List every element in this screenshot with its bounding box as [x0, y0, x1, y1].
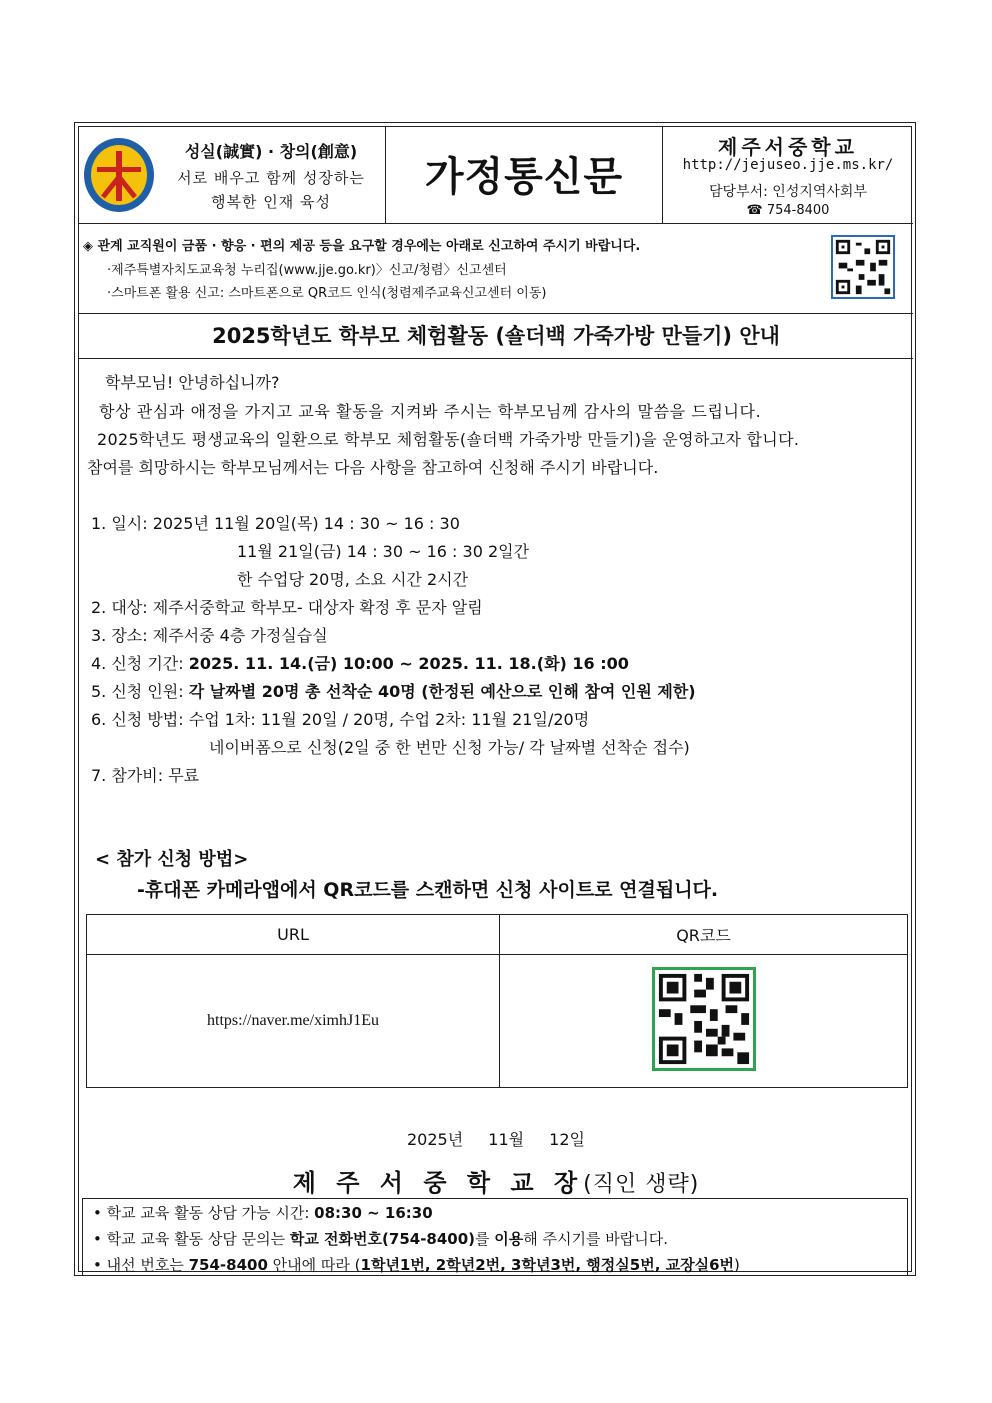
item-schedule-day1: 1. 일시: 2025년 11월 20일(목) 14 : 30 ~ 16 : 30: [91, 514, 460, 533]
item-application-period-label: 4. 신청 기간:: [91, 654, 189, 673]
footer-line-2-text-3: 해 주시기를 바랍니다.: [523, 1230, 668, 1248]
footer-line-3-extensions: 1학년1번, 2학년2번, 3학년3번, 행정실5번, 교장실6번: [360, 1256, 735, 1274]
issue-date: 2025년 11월 12일: [407, 1130, 585, 1149]
item-application-method-detail: 네이버폼으로 신청(2일 중 한 번만 신청 가능/ 각 날짜별 선착순 접수): [209, 738, 690, 757]
url-column-header: URL: [87, 915, 500, 955]
footer-line-1-hours: 08:30 ~ 16:30: [314, 1204, 433, 1222]
item-application-count-value: 각 날짜별 20명 총 선착순 40명 (한정된 예산으로 인해 참여 인원 제한): [188, 682, 696, 701]
principal-name: 제 주 서 중 학 교 장: [292, 1169, 584, 1197]
footer-line-2-phone: 학교 전화번호(754-8400): [289, 1230, 476, 1248]
footer-line-3-close: ): [734, 1256, 740, 1274]
footer-line-2-use: 이용: [494, 1230, 524, 1248]
item-application-count: [91, 679, 696, 702]
application-qr-code-icon[interactable]: [652, 967, 756, 1071]
motto-line-3: 행복한 인재 육성: [211, 193, 331, 211]
application-url-link[interactable]: https://naver.me/ximhJ1Eu: [87, 955, 500, 1088]
item-fee: 7. 참가비: 무료: [91, 766, 200, 785]
method-title: < 참가 신청 방법>: [95, 849, 249, 870]
footer-box: [82, 1198, 908, 1276]
seal-omitted-note: (직인 생략): [583, 1172, 700, 1197]
intro-line-1: 항상 관심과 애정을 가지고 교육 활동을 지켜봐 주시는 학부모님께 감사의 말씀을 드립니다.: [99, 402, 762, 421]
method-description: -휴대폰 카메라앱에서 QR코드를 스캔하면 신청 사이트로 연결됩니다.: [137, 879, 719, 901]
item-schedule-capacity: 한 수업당 20명, 소요 시간 2시간: [237, 570, 469, 589]
application-table: [86, 914, 908, 1088]
footer-line-2: [93, 1228, 668, 1249]
application-qr-cell: [500, 955, 908, 1088]
footer-line-3: [93, 1254, 740, 1275]
school-url-link[interactable]: http://jejuseo.jje.ms.kr/: [682, 157, 894, 173]
footer-line-2-text: • 학교 교육 활동 상담 문의는: [93, 1230, 290, 1248]
footer-line-3-number: 754-8400: [188, 1256, 268, 1274]
report-qr-code-icon[interactable]: [831, 235, 895, 299]
newsletter-title-cell: [386, 127, 663, 223]
document-frame: [74, 122, 916, 1276]
footer-line-2-text-2: 를: [475, 1230, 495, 1248]
header-row: [79, 127, 913, 224]
item-schedule-day2: 11월 21일(금) 14 : 30 ~ 16 : 30 2일간: [237, 542, 530, 561]
school-logo-icon: [83, 137, 155, 213]
footer-line-1-text: • 학교 교육 활동 상담 가능 시간:: [93, 1204, 315, 1222]
motto-line-2: 서로 배우고 함께 성장하는: [177, 169, 365, 187]
document-inner-frame: [78, 126, 912, 1272]
footer-line-3-text: • 내선 번호는: [93, 1256, 189, 1274]
document-title: 2025학년도 학부모 체험활동 (숄더백 가죽가방 만들기) 안내: [79, 314, 913, 359]
item-location: 3. 장소: 제주서중 4층 가정실습실: [91, 626, 328, 645]
intro-line-2: 2025학년도 평생교육의 일환으로 학부모 체험활동(숄더백 가죽가방 만들기)을 운영하고자 합니다.: [97, 430, 800, 449]
school-phone: ☎ 754-8400: [746, 203, 830, 218]
notice-line-3: ·스마트폰 활용 신고: 스마트폰으로 QR코드 인식(청렴제주교육신고센터 이동): [107, 286, 547, 301]
notice-line-1: ◈ 관계 교직원이 금품 · 향응 · 편의 제공 등을 요구할 경우에는 아래로 신고하여 주시기 바랍니다.: [83, 239, 641, 254]
footer-line-1: [93, 1202, 433, 1223]
school-info-cell: [663, 127, 913, 223]
item-application-period-value: 2025. 11. 14.(금) 10:00 ~ 2025. 11. 18.(화) 16 :00: [188, 654, 629, 673]
greeting: 학부모님! 안녕하십니까?: [105, 373, 280, 392]
principal-signature: [79, 1163, 913, 1198]
school-motto-cell: [79, 127, 386, 223]
integrity-notice: [79, 224, 913, 314]
department: 담당부서: 인성지역사회부: [709, 184, 867, 200]
item-application-period: [91, 651, 629, 674]
notice-line-2: ·제주특별자치도교육청 누리집(www.jje.go.kr)〉신고/청렴〉신고센터: [107, 263, 507, 278]
motto-line-1: 성실(誠實) · 창의(創意): [184, 142, 358, 161]
intro-line-3: 참여를 희망하시는 학부모님께서는 다음 사항을 참고하여 신청해 주시기 바랍니다.: [87, 458, 659, 477]
item-target: 2. 대상: 제주서중학교 학부모- 대상자 확정 후 문자 알림: [91, 598, 483, 617]
newsletter-title: 가정통신문: [424, 154, 624, 200]
school-name: 제주서중학교: [718, 135, 858, 159]
item-application-method: 6. 신청 방법: 수업 1차: 11월 20일 / 20명, 수업 2차: 11월 21일/20명: [91, 710, 590, 729]
footer-line-3-text-2: 안내에 따라 (: [267, 1256, 361, 1274]
qr-column-header: QR코드: [500, 915, 908, 955]
item-application-count-label: 5. 신청 인원:: [91, 682, 189, 701]
